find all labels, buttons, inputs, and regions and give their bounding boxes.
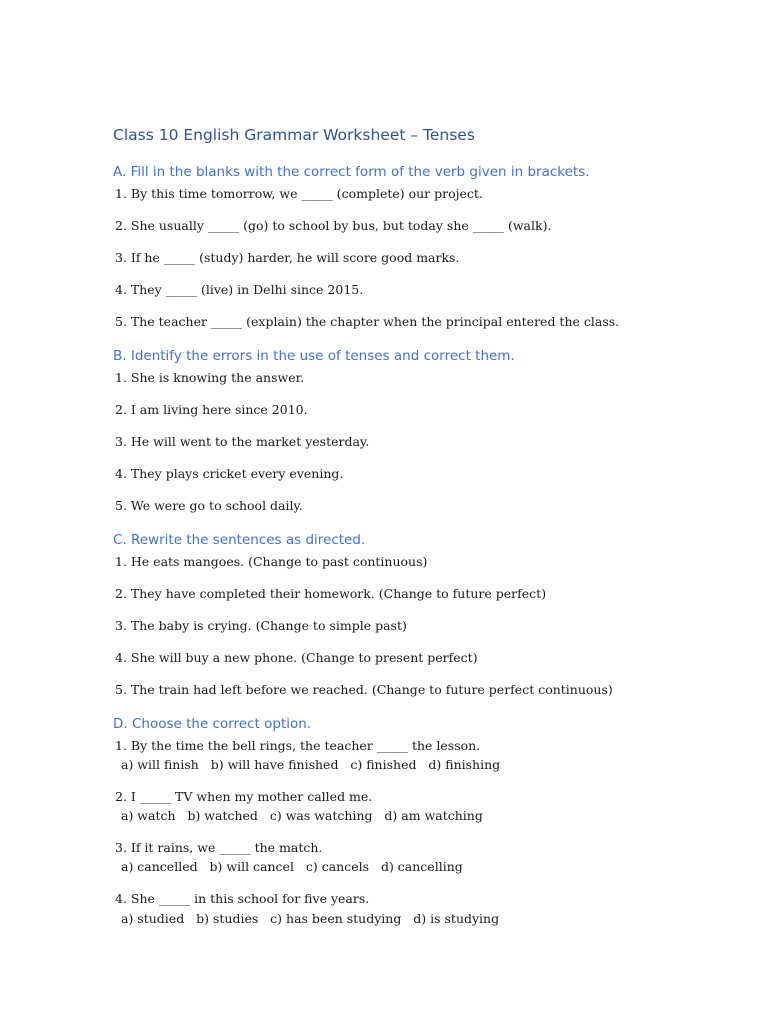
section-a-item-5: 5. The teacher _____ (explain) the chapter when the principal entered the class. <box>115 314 620 329</box>
section-c-heading: C. Rewrite the sentences as directed. <box>113 532 366 548</box>
section-a-heading: A. Fill in the blanks with the correct form of the verb given in brackets. <box>113 164 590 180</box>
section-a-item-1: 1. By this time tomorrow, we _____ (complete) our project. <box>115 186 483 201</box>
section-d-options-3: a) cancelled b) will cancel c) cancels d) cancelling <box>121 859 463 874</box>
page-title: Class 10 English Grammar Worksheet – Tenses <box>113 126 475 144</box>
section-d-heading: D. Choose the correct option. <box>113 716 312 732</box>
section-a-item-2: 2. She usually _____ (go) to school by bus, but today she _____ (walk). <box>115 218 552 233</box>
section-d-options-2: a) watch b) watched c) was watching d) am watching <box>121 808 483 823</box>
section-b-item-3: 3. He will went to the market yesterday. <box>115 434 370 449</box>
section-b-item-1: 1. She is knowing the answer. <box>115 370 305 385</box>
section-d-options-1: a) will finish b) will have finished c) finished d) finishing <box>121 757 501 772</box>
section-d-question-3: 3. If it rains, we _____ the match. <box>115 840 323 855</box>
section-b-heading: B. Identify the errors in the use of tenses and correct them. <box>113 348 515 364</box>
section-d-question-2: 2. I _____ TV when my mother called me. <box>115 789 373 804</box>
section-c-item-5: 5. The train had left before we reached. (Change to future perfect continuous) <box>115 682 613 697</box>
section-d-question-1: 1. By the time the bell rings, the teacher _____ the lesson. <box>115 738 481 753</box>
section-c-item-4: 4. She will buy a new phone. (Change to present perfect) <box>115 650 478 665</box>
section-b-item-4: 4. They plays cricket every evening. <box>115 466 344 481</box>
section-d-question-4: 4. She _____ in this school for five years. <box>115 891 370 906</box>
section-c-item-1: 1. He eats mangoes. (Change to past continuous) <box>115 554 428 569</box>
section-b-item-5: 5. We were go to school daily. <box>115 498 303 513</box>
section-a-item-3: 3. If he _____ (study) harder, he will score good marks. <box>115 250 460 265</box>
section-b-item-2: 2. I am living here since 2010. <box>115 402 308 417</box>
section-c-item-3: 3. The baby is crying. (Change to simple past) <box>115 618 407 633</box>
section-a-item-4: 4. They _____ (live) in Delhi since 2015. <box>115 282 364 297</box>
section-d-options-4: a) studied b) studies c) has been studying d) is studying <box>121 911 500 926</box>
section-c-item-2: 2. They have completed their homework. (Change to future perfect) <box>115 586 547 601</box>
